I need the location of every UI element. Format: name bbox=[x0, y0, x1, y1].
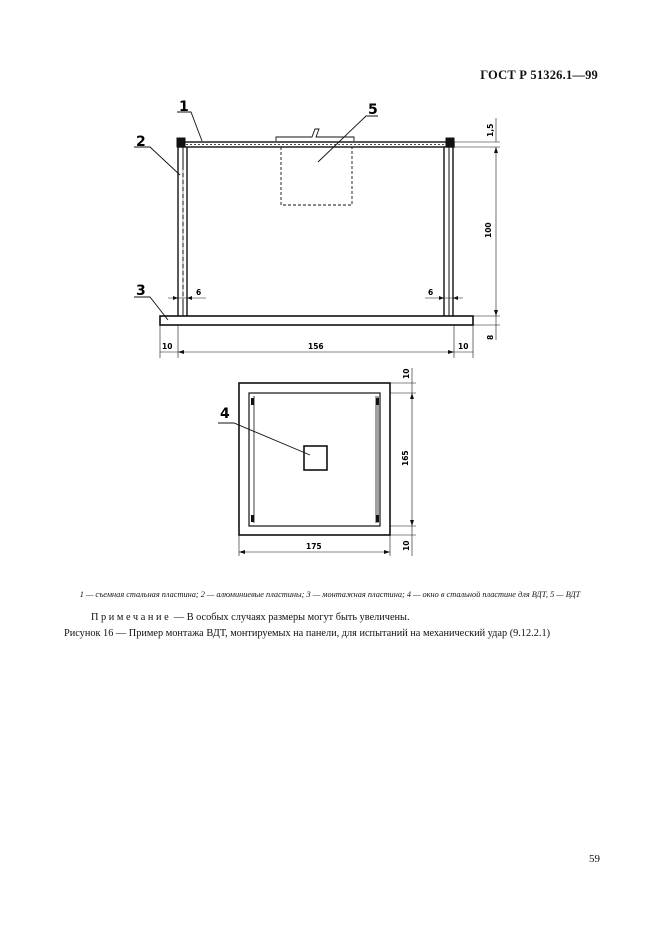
legend-index-2: 2 bbox=[200, 590, 205, 599]
legend-text-2: — алюминиевые пластины; bbox=[204, 590, 307, 599]
callout-2: 2 bbox=[136, 134, 146, 150]
mounting-plate bbox=[160, 316, 473, 325]
dim-offset-left: 10 bbox=[162, 342, 173, 351]
plan-outer-frame bbox=[239, 383, 390, 535]
dim-width: 156 bbox=[308, 342, 324, 351]
dim-base-thickness: 8 bbox=[486, 334, 495, 340]
legend-text-1: — съемная стальная пластина; bbox=[83, 590, 201, 599]
legend-index-5: 5 bbox=[550, 590, 555, 599]
legend-text-4: — окно в стальной пластине для ВДТ, bbox=[410, 590, 551, 599]
note-text: — В особых случаях размеры могут быть увеличены. bbox=[171, 612, 410, 623]
legend-text-5: — ВДТ bbox=[554, 590, 581, 599]
page-number: 59 bbox=[589, 853, 600, 865]
corner-block-right bbox=[446, 138, 454, 147]
plan-inner-frame bbox=[249, 393, 380, 526]
callout-5: 5 bbox=[368, 102, 378, 118]
standard-header: ГОСТ Р 51326.1—99 bbox=[480, 68, 598, 82]
dim-plan-height: 165 bbox=[401, 450, 410, 466]
legend-index-1: 1 bbox=[79, 590, 84, 599]
dim-plate-thickness: 1,5 bbox=[486, 123, 495, 137]
figure-note bbox=[91, 612, 410, 623]
rcd-outline bbox=[281, 147, 352, 205]
plan-view bbox=[218, 368, 416, 556]
note-label: Примечание bbox=[91, 612, 172, 623]
legend-text-3: — монтажная пластина; bbox=[310, 590, 407, 599]
elevation-view bbox=[134, 112, 500, 358]
callout-4: 4 bbox=[220, 406, 230, 422]
dim-plan-width: 175 bbox=[306, 542, 322, 551]
callout-1: 1 bbox=[179, 99, 189, 115]
dim-plan-bottom-offset: 10 bbox=[402, 540, 411, 551]
corner-block-left bbox=[177, 138, 185, 147]
dim-plan-top-offset: 10 bbox=[402, 368, 411, 379]
plate-window bbox=[304, 446, 327, 470]
aluminium-plate-right bbox=[444, 147, 453, 316]
dim-inner-left: 6 bbox=[196, 288, 202, 297]
callout-3: 3 bbox=[136, 283, 146, 299]
legend-index-3: 3 bbox=[306, 590, 311, 599]
dim-offset-right: 10 bbox=[458, 342, 469, 351]
figure-legend bbox=[62, 589, 598, 600]
aluminium-plate-left bbox=[178, 147, 187, 316]
figure-caption: Рисунок 16 — Пример монтажа ВДТ, монтируемых на панели, для испытаний на механический удар (9.12.2.1) bbox=[64, 628, 551, 639]
legend-index-4: 4 bbox=[406, 590, 411, 599]
dim-inner-right: 6 bbox=[428, 288, 434, 297]
dim-height: 100 bbox=[484, 222, 493, 238]
